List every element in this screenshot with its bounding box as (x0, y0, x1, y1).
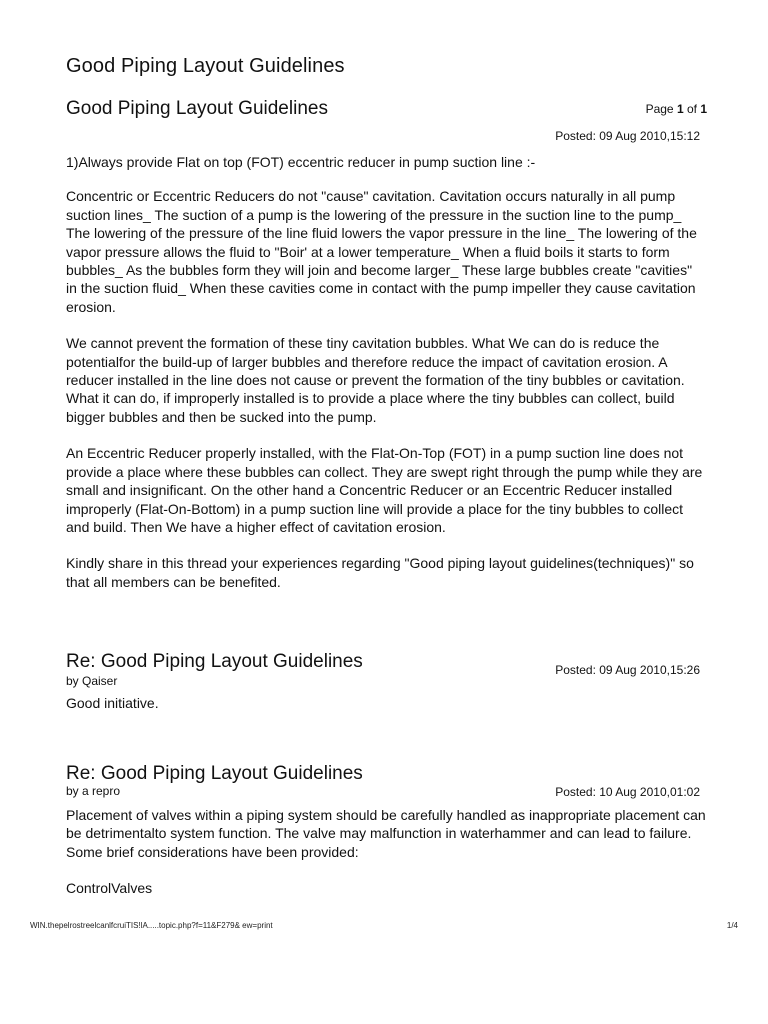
post-timestamp: Posted: 10 Aug 2010,01:02 (555, 785, 700, 799)
post-body (66, 153, 706, 609)
post-author: by Qaiser (66, 674, 118, 688)
post-body (66, 694, 706, 730)
post-paragraph: Concentric or Eccentric Reducers do not "cause" cavitation. Cavitation occurs naturally in all pump suction lines_ The suction of a pump is the lowering of the pressure in the suction line to the pump_ The lowering of the pressure of the line fluid lowers the vapor pressure in the line_ The lowering of the vapor pressure allows the fluid to "Boir' at a lower temperature_ When a fluid boils it starts to form bubbles_ As the bubbles form they will join and become larger_ These large bubbles create "cavities" in the suction fluid_ When these cavities come in contact with the pump impeller they cause cavitation erosion. (66, 188, 697, 315)
page-indicator (646, 102, 707, 116)
post-paragraph: We cannot prevent the formation of these tiny cavitation bubbles. What We can do is reduce the potentialfor the build-up of larger bubbles and therefore reduce the impact of cavitation erosion. A reducer installed in the line does not cause or prevent the formation of the tiny bubbles or cavitation. What it can do, if improperly installed is to provide a place where the tiny bubbles can collect, build bigger bubbles and then be sucked into the pump. (66, 335, 685, 425)
thread-title: Good Piping Layout Guidelines (66, 98, 328, 119)
post-timestamp: Posted: 09 Aug 2010,15:12 (555, 129, 700, 143)
post-paragraph: ControlValves (66, 880, 153, 897)
post-paragraph: Placement of valves within a piping system should be carefully handled as inappropriate placement can be detrimentalto system function. The valve may malfunction in waterhammer and can lead to failure. Some brief considerations have been provided: (66, 807, 706, 860)
footer-page-number: 1/4 (726, 921, 738, 930)
document-title: Good Piping Layout Guidelines (66, 55, 345, 77)
page-prefix: Page (645, 102, 677, 116)
reply-title: Re: Good Piping Layout Guidelines (66, 763, 363, 784)
page-of: of (683, 102, 701, 116)
post-paragraph: Good initiative. (66, 695, 159, 711)
reply-title: Re: Good Piping Layout Guidelines (66, 651, 363, 672)
thread-header (66, 98, 711, 120)
post-timestamp: Posted: 09 Aug 2010,15:26 (555, 663, 700, 677)
page-total: 1 (700, 102, 707, 116)
post-paragraph: Kindly share in this thread your experiences regarding "Good piping layout guidelines(techniques)" so that all members can be benefited. (66, 555, 694, 590)
post-paragraph: 1)Always provide Flat on top (FOT) eccentric reducer in pump suction line :- (66, 154, 536, 170)
footer-url: WIN.thepelrostreelcanlfcruiTIS!lA.....topic.php?f=11&F279& ew=print (30, 921, 273, 930)
page-current: 1 (676, 102, 684, 116)
post-author: by a repro (66, 784, 121, 798)
post-paragraph: An Eccentric Reducer properly installed, with the Flat-On-Top (FOT) in a pump suction line does not provide a place where these bubbles can collect. They are swept right through the pump while they are small and insignificant. On the other hand a Concentric Reducer or an Eccentric Reducer installed improperly (Flat-On-Bottom) in a pump suction line will provide a place for the tiny bubbles to collect and build. Then We have a higher effect of cavitation erosion. (66, 445, 703, 535)
post-body (66, 806, 706, 916)
